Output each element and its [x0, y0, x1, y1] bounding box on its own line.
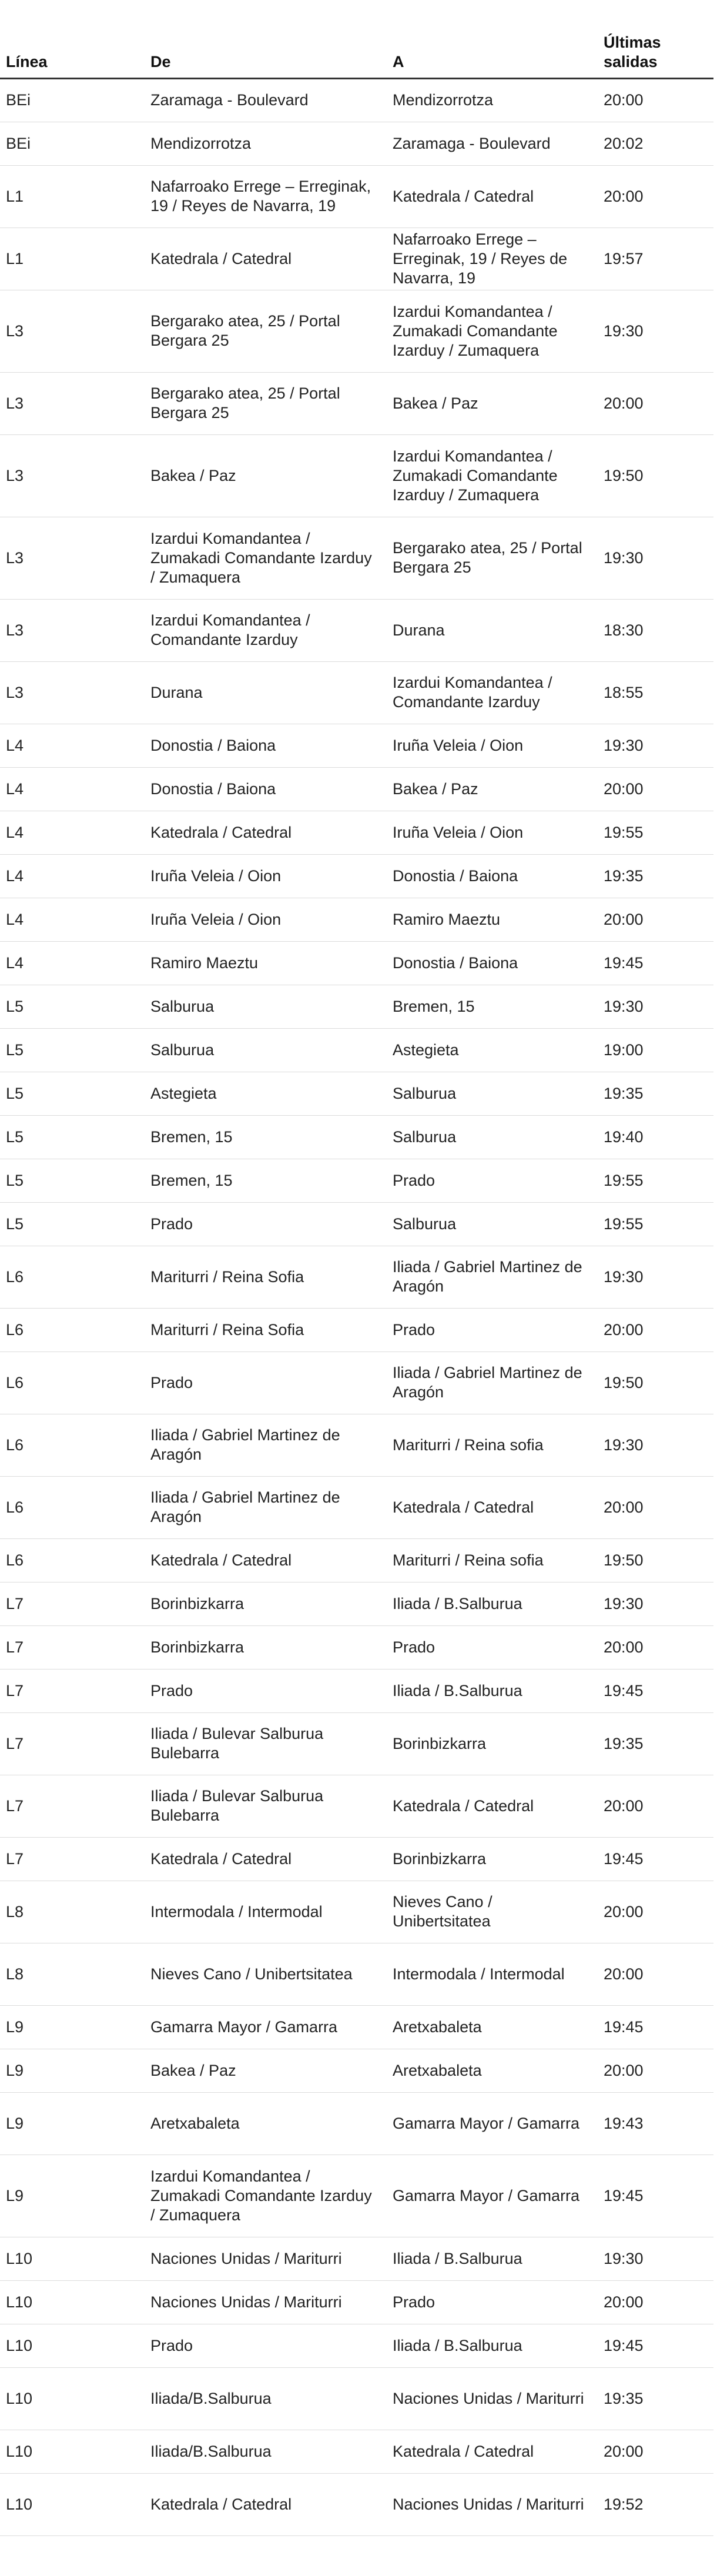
cell-to: Bakea / Paz [387, 767, 598, 811]
cell-last-departure: 19:30 [598, 2237, 713, 2280]
table-row [0, 2049, 713, 2092]
cell-last-departure: 19:45 [598, 941, 713, 985]
cell-last-departure: 19:55 [598, 1159, 713, 1202]
table-row [0, 599, 713, 661]
cell-from: Izardui Komandantea / Zumakadi Comandante Izarduy / Zumaquera [145, 2155, 387, 2237]
cell-line: L6 [0, 1308, 145, 1351]
cell-last-departure: 19:50 [598, 1351, 713, 1414]
cell-line: L8 [0, 1943, 145, 2005]
cell-line: L3 [0, 434, 145, 517]
table-row [0, 767, 713, 811]
cell-last-departure: 19:50 [598, 1538, 713, 1582]
table-row [0, 2092, 713, 2155]
cell-line: L3 [0, 661, 145, 724]
cell-line: L9 [0, 2092, 145, 2155]
cell-to: Gamarra Mayor / Gamarra [387, 2092, 598, 2155]
cell-line: L6 [0, 1246, 145, 1308]
table-row [0, 2005, 713, 2049]
cell-to: Mendizorrotza [387, 78, 598, 122]
cell-line: L1 [0, 228, 145, 290]
header-row [0, 16, 713, 78]
table-row [0, 854, 713, 898]
cell-line: L5 [0, 985, 145, 1028]
cell-line: L6 [0, 1538, 145, 1582]
cell-last-departure: 19:45 [598, 1669, 713, 1712]
cell-from: Astegieta [145, 1072, 387, 1115]
cell-from: Iliada / Gabriel Martinez de Aragón [145, 1414, 387, 1476]
cell-to: Prado [387, 1159, 598, 1202]
table-row [0, 1538, 713, 1582]
cell-last-departure: 19:35 [598, 2367, 713, 2430]
table-row [0, 2155, 713, 2237]
cell-from: Bergarako atea, 25 / Portal Bergara 25 [145, 372, 387, 434]
cell-line: L5 [0, 1072, 145, 1115]
cell-to: Iliada / B.Salburua [387, 1669, 598, 1712]
cell-to: Bergarako atea, 25 / Portal Bergara 25 [387, 517, 598, 599]
cell-from: Borinbizkarra [145, 1582, 387, 1625]
table-row [0, 985, 713, 1028]
cell-to: Salburua [387, 1072, 598, 1115]
cell-last-departure: 20:02 [598, 122, 713, 165]
cell-from: Bakea / Paz [145, 2049, 387, 2092]
cell-from: Salburua [145, 1028, 387, 1072]
cell-from: Iliada/B.Salburua [145, 2367, 387, 2430]
cell-line: L5 [0, 1028, 145, 1072]
cell-to: Naciones Unidas / Mariturri [387, 2367, 598, 2430]
cell-line: L10 [0, 2237, 145, 2280]
cell-to: Borinbizkarra [387, 1837, 598, 1881]
cell-last-departure: 20:00 [598, 1625, 713, 1669]
table-row [0, 1159, 713, 1202]
cell-last-departure: 20:00 [598, 2430, 713, 2473]
cell-from: Iliada/B.Salburua [145, 2430, 387, 2473]
cell-last-departure: 20:00 [598, 767, 713, 811]
table-row [0, 1775, 713, 1837]
cell-line: L9 [0, 2005, 145, 2049]
cell-from: Prado [145, 2324, 387, 2367]
cell-last-departure: 19:30 [598, 290, 713, 372]
table-row [0, 2280, 713, 2324]
cell-last-departure: 20:00 [598, 1775, 713, 1837]
table-row [0, 372, 713, 434]
cell-from: Prado [145, 1669, 387, 1712]
table-row [0, 811, 713, 854]
last-departures-table [0, 16, 713, 2536]
cell-last-departure: 19:30 [598, 1414, 713, 1476]
cell-from: Iruña Veleia / Oion [145, 898, 387, 941]
cell-last-departure: 19:55 [598, 811, 713, 854]
cell-to: Aretxabaleta [387, 2049, 598, 2092]
table-row [0, 1072, 713, 1115]
cell-from: Bergarako atea, 25 / Portal Bergara 25 [145, 290, 387, 372]
header-last-departures: Últimas salidas [598, 16, 713, 78]
cell-from: Salburua [145, 985, 387, 1028]
cell-line: L10 [0, 2324, 145, 2367]
cell-last-departure: 19:45 [598, 2005, 713, 2049]
table-row [0, 1414, 713, 1476]
cell-line: L10 [0, 2430, 145, 2473]
table-row [0, 165, 713, 228]
table-row [0, 1246, 713, 1308]
table-header [0, 16, 713, 78]
cell-to: Bremen, 15 [387, 985, 598, 1028]
cell-from: Nafarroako Errege – Erreginak, 19 / Reyes de Navarra, 19 [145, 165, 387, 228]
cell-line: L7 [0, 1669, 145, 1712]
cell-line: L6 [0, 1414, 145, 1476]
table-row [0, 1943, 713, 2005]
cell-from: Prado [145, 1202, 387, 1246]
cell-to: Izardui Komandantea / Zumakadi Comandante Izarduy / Zumaquera [387, 434, 598, 517]
header-line: Línea [0, 16, 145, 78]
cell-line: L10 [0, 2367, 145, 2430]
table-row [0, 1625, 713, 1669]
cell-to: Iliada / Gabriel Martinez de Aragón [387, 1246, 598, 1308]
cell-last-departure: 19:00 [598, 1028, 713, 1072]
cell-last-departure: 20:00 [598, 165, 713, 228]
table-row [0, 2430, 713, 2473]
table-row [0, 1202, 713, 1246]
cell-to: Zaramaga - Boulevard [387, 122, 598, 165]
cell-to: Iliada / B.Salburua [387, 2237, 598, 2280]
cell-last-departure: 19:30 [598, 985, 713, 1028]
cell-line: L7 [0, 1582, 145, 1625]
cell-last-departure: 19:30 [598, 517, 713, 599]
cell-line: L9 [0, 2049, 145, 2092]
cell-to: Prado [387, 2280, 598, 2324]
cell-from: Katedrala / Catedral [145, 1538, 387, 1582]
cell-to: Ramiro Maeztu [387, 898, 598, 941]
cell-to: Katedrala / Catedral [387, 2430, 598, 2473]
cell-last-departure: 19:45 [598, 2324, 713, 2367]
cell-from: Iliada / Bulevar Salburua Bulebarra [145, 1712, 387, 1775]
table-row [0, 2473, 713, 2535]
header-to: A [387, 16, 598, 78]
table-row [0, 1669, 713, 1712]
cell-line: L5 [0, 1202, 145, 1246]
table-body [0, 78, 713, 2535]
table-row [0, 434, 713, 517]
cell-from: Intermodala / Intermodal [145, 1881, 387, 1943]
cell-to: Prado [387, 1625, 598, 1669]
cell-line: L8 [0, 1881, 145, 1943]
cell-line: L7 [0, 1712, 145, 1775]
table-row [0, 517, 713, 599]
cell-from: Mariturri / Reina Sofia [145, 1308, 387, 1351]
cell-last-departure: 19:45 [598, 1837, 713, 1881]
cell-to: Borinbizkarra [387, 1712, 598, 1775]
cell-last-departure: 19:35 [598, 1712, 713, 1775]
cell-to: Iliada / Gabriel Martinez de Aragón [387, 1351, 598, 1414]
cell-last-departure: 20:00 [598, 372, 713, 434]
cell-line: L1 [0, 165, 145, 228]
cell-to: Iruña Veleia / Oion [387, 724, 598, 767]
table-row [0, 1712, 713, 1775]
cell-to: Gamarra Mayor / Gamarra [387, 2155, 598, 2237]
cell-to: Bakea / Paz [387, 372, 598, 434]
cell-line: L9 [0, 2155, 145, 2237]
cell-to: Donostia / Baiona [387, 854, 598, 898]
cell-last-departure: 19:40 [598, 1115, 713, 1159]
cell-from: Iliada / Gabriel Martinez de Aragón [145, 1476, 387, 1538]
cell-to: Nafarroako Errege – Erreginak, 19 / Reyes de Navarra, 19 [387, 228, 598, 290]
cell-from: Iruña Veleia / Oion [145, 854, 387, 898]
cell-last-departure: 20:00 [598, 1881, 713, 1943]
table-row [0, 2324, 713, 2367]
cell-line: L3 [0, 372, 145, 434]
cell-from: Katedrala / Catedral [145, 2473, 387, 2535]
cell-from: Katedrala / Catedral [145, 811, 387, 854]
cell-line: L7 [0, 1837, 145, 1881]
cell-to: Prado [387, 1308, 598, 1351]
cell-from: Bremen, 15 [145, 1115, 387, 1159]
cell-from: Izardui Komandantea / Comandante Izarduy [145, 599, 387, 661]
cell-line: L7 [0, 1775, 145, 1837]
table-row [0, 1881, 713, 1943]
table-row [0, 1115, 713, 1159]
cell-to: Intermodala / Intermodal [387, 1943, 598, 2005]
cell-to: Izardui Komandantea / Zumakadi Comandante Izarduy / Zumaquera [387, 290, 598, 372]
cell-from: Naciones Unidas / Mariturri [145, 2237, 387, 2280]
cell-from: Mariturri / Reina Sofia [145, 1246, 387, 1308]
header-from: De [145, 16, 387, 78]
cell-from: Ramiro Maeztu [145, 941, 387, 985]
cell-last-departure: 20:00 [598, 1476, 713, 1538]
cell-last-departure: 19:45 [598, 2155, 713, 2237]
cell-last-departure: 18:55 [598, 661, 713, 724]
cell-last-departure: 20:00 [598, 898, 713, 941]
cell-to: Katedrala / Catedral [387, 1775, 598, 1837]
cell-to: Iliada / B.Salburua [387, 1582, 598, 1625]
table-row [0, 1028, 713, 1072]
cell-to: Iruña Veleia / Oion [387, 811, 598, 854]
cell-from: Zaramaga - Boulevard [145, 78, 387, 122]
cell-to: Izardui Komandantea / Comandante Izarduy [387, 661, 598, 724]
cell-line: L3 [0, 517, 145, 599]
cell-line: L4 [0, 724, 145, 767]
cell-to: Nieves Cano / Unibertsitatea [387, 1881, 598, 1943]
cell-line: L5 [0, 1115, 145, 1159]
table-row [0, 228, 713, 290]
cell-from: Gamarra Mayor / Gamarra [145, 2005, 387, 2049]
cell-last-departure: 19:30 [598, 1246, 713, 1308]
cell-from: Mendizorrotza [145, 122, 387, 165]
cell-from: Donostia / Baiona [145, 724, 387, 767]
cell-from: Izardui Komandantea / Zumakadi Comandante Izarduy / Zumaquera [145, 517, 387, 599]
cell-last-departure: 19:35 [598, 1072, 713, 1115]
table-row [0, 1476, 713, 1538]
table-row [0, 78, 713, 122]
cell-line: L4 [0, 854, 145, 898]
cell-to: Mariturri / Reina sofia [387, 1414, 598, 1476]
cell-to: Salburua [387, 1202, 598, 1246]
cell-line: L10 [0, 2280, 145, 2324]
cell-last-departure: 19:57 [598, 228, 713, 290]
cell-line: BEi [0, 78, 145, 122]
cell-line: L6 [0, 1351, 145, 1414]
cell-line: L10 [0, 2473, 145, 2535]
cell-from: Katedrala / Catedral [145, 1837, 387, 1881]
cell-last-departure: 20:00 [598, 2280, 713, 2324]
cell-last-departure: 19:30 [598, 724, 713, 767]
table-row [0, 661, 713, 724]
table-row [0, 290, 713, 372]
cell-line: L7 [0, 1625, 145, 1669]
cell-line: L5 [0, 1159, 145, 1202]
cell-from: Iliada / Bulevar Salburua Bulebarra [145, 1775, 387, 1837]
cell-to: Astegieta [387, 1028, 598, 1072]
table-row [0, 2237, 713, 2280]
table-row [0, 724, 713, 767]
cell-to: Donostia / Baiona [387, 941, 598, 985]
cell-last-departure: 19:50 [598, 434, 713, 517]
cell-from: Donostia / Baiona [145, 767, 387, 811]
table-row [0, 2367, 713, 2430]
table-row [0, 122, 713, 165]
cell-to: Durana [387, 599, 598, 661]
cell-from: Naciones Unidas / Mariturri [145, 2280, 387, 2324]
cell-last-departure: 20:00 [598, 1943, 713, 2005]
cell-last-departure: 19:43 [598, 2092, 713, 2155]
cell-to: Katedrala / Catedral [387, 1476, 598, 1538]
cell-last-departure: 19:52 [598, 2473, 713, 2535]
table-row [0, 898, 713, 941]
table-row [0, 941, 713, 985]
cell-to: Katedrala / Catedral [387, 165, 598, 228]
cell-from: Bakea / Paz [145, 434, 387, 517]
cell-line: L4 [0, 941, 145, 985]
cell-last-departure: 20:00 [598, 2049, 713, 2092]
cell-line: L4 [0, 898, 145, 941]
cell-from: Katedrala / Catedral [145, 228, 387, 290]
cell-to: Mariturri / Reina sofia [387, 1538, 598, 1582]
table-row [0, 1308, 713, 1351]
cell-line: L4 [0, 811, 145, 854]
cell-to: Naciones Unidas / Mariturri [387, 2473, 598, 2535]
cell-to: Salburua [387, 1115, 598, 1159]
cell-from: Nieves Cano / Unibertsitatea [145, 1943, 387, 2005]
cell-from: Borinbizkarra [145, 1625, 387, 1669]
table-row [0, 1351, 713, 1414]
cell-last-departure: 19:35 [598, 854, 713, 898]
cell-last-departure: 20:00 [598, 1308, 713, 1351]
cell-last-departure: 20:00 [598, 78, 713, 122]
table-row [0, 1837, 713, 1881]
cell-from: Prado [145, 1351, 387, 1414]
cell-last-departure: 19:30 [598, 1582, 713, 1625]
cell-line: BEi [0, 122, 145, 165]
cell-last-departure: 18:30 [598, 599, 713, 661]
cell-line: L6 [0, 1476, 145, 1538]
cell-line: L4 [0, 767, 145, 811]
cell-line: L3 [0, 290, 145, 372]
cell-to: Aretxabaleta [387, 2005, 598, 2049]
table-row [0, 1582, 713, 1625]
cell-from: Durana [145, 661, 387, 724]
cell-last-departure: 19:55 [598, 1202, 713, 1246]
cell-to: Iliada / B.Salburua [387, 2324, 598, 2367]
cell-from: Aretxabaleta [145, 2092, 387, 2155]
cell-from: Bremen, 15 [145, 1159, 387, 1202]
cell-line: L3 [0, 599, 145, 661]
